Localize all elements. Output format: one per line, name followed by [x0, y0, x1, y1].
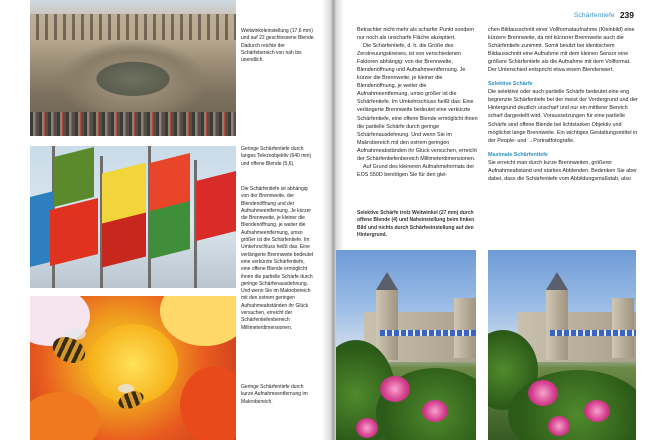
section-heading: Maximale Schärfentiefe — [488, 151, 548, 158]
rose — [548, 416, 570, 436]
page-header — [574, 10, 634, 20]
flags-photo — [30, 146, 236, 288]
castle-awnings — [550, 330, 636, 336]
flower-petal — [30, 392, 100, 440]
paragraph: Die selektive oder auch partielle Schärfe bedeutet eine eng begrenzte Schärfentiefe bei der meist der Vordergrund und der Hintergrund deutlich unscharf und nur ein mittlerer Bereich scharf dargestellt wird. Voraussetzungen für eine partielle Schärfe sind offene Blende bei lichtstarken Objektiv und möglichst lange Brennweite. Ein wichtiges Gestaltungsmittel in der People- und →Portraitfotografie. — [488, 89, 638, 144]
caption-colosseum: Weitwinkeleinstellung (17,6 mm) und auf 22 geschlossene Blende. Dadurch reichte der Schärfebereich von nah bis unendlich. — [241, 28, 315, 64]
castle-tower — [454, 298, 476, 358]
castle-roof — [376, 272, 398, 290]
flag — [50, 198, 98, 266]
castle-tower — [612, 298, 634, 358]
caption-depth-info: Die Schärfentiefe ist abhängig von der Brennweite, der Blendenöffnung und der Aufnahmeentfernung. Je kürzer die Brennweite, je kleiner die Blendenöffnung, je weiter die Aufnahmeentfernung, umso größer ist die Schärfentiefe. Im Umkehrschluss heißt das: Eine verlängerte Brennweite bedeutet eine verkürzte Schärfentiefe, eine offene Blende ermöglicht ihnen die partielle Schärfe durch geringe Schärfenausdehnung. Und wenn Sie im Makrobereich mit den extrem geringen Aufnahmeabständen ihr Glück versuchen, erreicht der Schärfentiefenbereich Millimeterdimensionen. — [241, 186, 314, 331]
flower-petal — [180, 366, 236, 440]
colosseum-crowd — [30, 112, 236, 136]
caption-flags: Geringe Schärfentiefe durch langes Telezoobjektiv (640 mm) und offene Blende (5,6). — [241, 146, 312, 167]
right-column — [488, 26, 638, 183]
section-heading: Selektive Schärfe — [488, 81, 533, 88]
flag — [102, 213, 146, 268]
castle-photo-right — [488, 250, 636, 440]
colosseum-photo — [30, 0, 236, 136]
paragraph: Die Schärfentiefe, d. h. die Größe des Zerstreuungskreises, ist von verschiedenen Faktoren abhängig: von der Brennweite, Blendenöffnung und Aufnahmeentfernung. Je kürzer die Brennweite, je kleiner die Blendenöffnung, je weiter die Aufnahmeentfernung, umso größer ist die Schärfentiefe. Im Umkehrschluss heißt das: Eine verlängerte Brennweite bedeutet eine verkürzte Schärfentiefe, eine offene Blende ermöglicht ihnen die partielle Schärfe durch geringe Schärfenausdehnung. Und wenn Sie im Makrobereich mit den extrem geringen Aufnahmeabständen ihr Glück versuchen, erreicht der Schärfentiefenbereich Millimeterdimensionen. — [357, 43, 478, 162]
header-section-label: Schärfentiefe — [573, 11, 615, 19]
flower-petal — [160, 296, 236, 346]
paragraph: Sie erreicht man durch kurze Brennweiten, größerer Aufnahmeabstand und starkes Abblenden. Bedenken Sie aber dabei, dass die Schärfentiefe vom Abbildungsmaßstab, also — [488, 159, 637, 182]
paragraph: Auf Grund des kleineren Aufnahmeformats der EOS 550D benötigen Sie für den glei- — [357, 163, 475, 178]
caption-castle: Selektive Schärfe trotz Weitwinkel (27 mm) durch offene Blende (4) und Naheinstellung beim linken Bild und nichts durch Schärfeeinstellung auf den Hintergrund. — [357, 210, 475, 238]
paragraph: Betrachter nicht mehr als scharfer Punkt sondern nur noch als unscharfe Fläche akzeptiert. — [357, 27, 475, 42]
flower-macro-photo — [30, 296, 236, 440]
caption-flower: Geringe Schärfentiefe durch kurze Aufnahmeentfernung im Makrobereich. — [241, 384, 308, 405]
flag — [196, 171, 236, 241]
rose — [422, 400, 448, 422]
middle-column — [357, 26, 478, 179]
colosseum-arches — [30, 14, 236, 40]
page-number: 239 — [619, 10, 634, 20]
castle-awnings — [380, 330, 476, 336]
rose — [528, 380, 558, 406]
rose — [356, 418, 378, 438]
castle-photo-left — [336, 250, 476, 440]
castle-roof — [546, 272, 568, 290]
flag — [150, 201, 190, 259]
flag — [54, 147, 94, 207]
rose — [584, 400, 610, 422]
castle-tower — [546, 290, 568, 360]
paragraph: chen Bildausschnitt einer Vollformataufnahme (Kleinbild) eine kürzere Brennweite, da mit kürzerer Brennweite auch die Schärfentiefe zunimmt. Somit besitzt bei identischem Bildausschnitt eine Aufnahme mit dem kleinen Sensor eine größere Schärfentiefe als die Aufnahme mit dem Vollformat. Der Unterschied entspricht etwa einem Blendenwert. — [488, 27, 635, 74]
rose — [380, 376, 410, 402]
